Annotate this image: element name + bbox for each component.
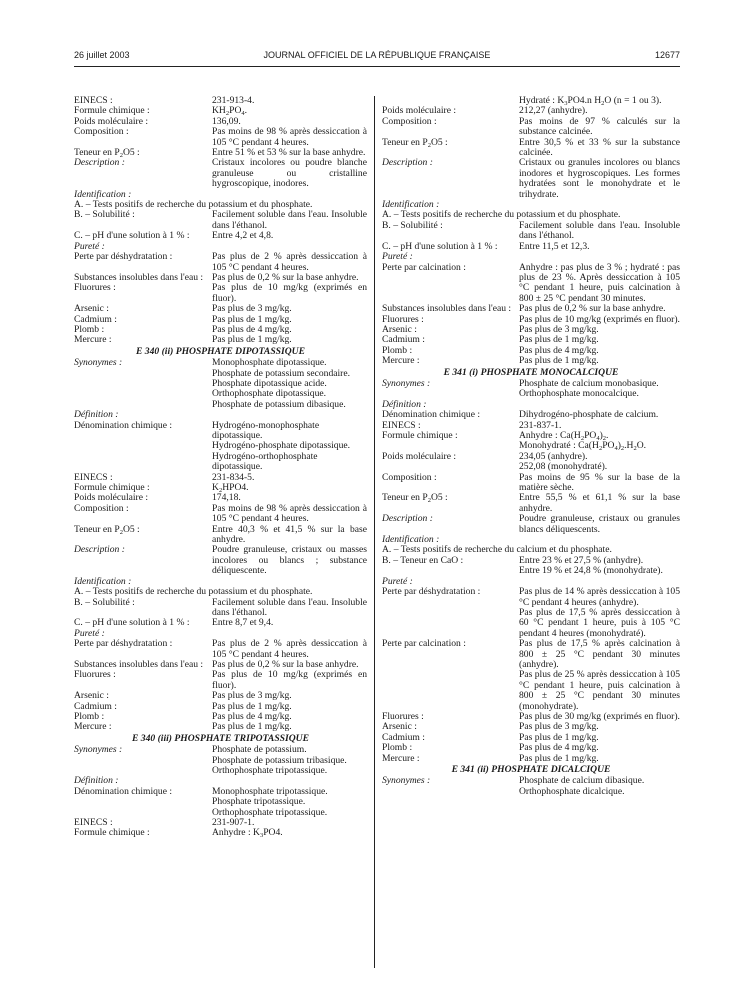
spec-row [382, 514, 680, 535]
spec-value: 231-907-1. [212, 817, 255, 829]
spec-value: Pas plus de 0,2 % sur la base anhydre. [212, 271, 359, 283]
spec-row [74, 745, 367, 776]
spec-key: Mercure : [382, 752, 420, 764]
header-page-number: 12677 [654, 50, 680, 60]
spec-row [74, 618, 367, 628]
spec-row [382, 587, 680, 639]
header-journal-title: JOURNAL OFFICIEL DE LA RÉPUBLIQUE FRANÇAISE [263, 50, 491, 60]
spec-key: C. – pH d'une solution à 1 % : [382, 240, 498, 252]
spec-row [74, 598, 367, 619]
spec-value: Hydrogéno-monophosphate dipotassique. Hydrogéno-phosphate dipotassique. Hydrogéno-orthophosphate dipotassique. [212, 419, 351, 473]
spec-key: B. – Solubilité : [74, 209, 135, 221]
spec-value: Pas plus de 4 mg/kg. [212, 323, 292, 335]
spec-value: Phosphate de calcium dibasique. Orthophosphate dicalcique. [519, 775, 645, 797]
spec-row [382, 242, 680, 252]
spec-value: Pas plus de 4 mg/kg. [212, 710, 292, 722]
spec-key: Perte par calcination : [382, 261, 466, 273]
spec-value: Pas moins de 98 % après dessiccation à 105 °C pendant 4 heures. [212, 502, 367, 525]
spec-value: 174,18. [212, 492, 241, 504]
subsection-label: Pureté : [382, 251, 413, 263]
spec-value: Pas plus de 3 mg/kg. [212, 303, 292, 315]
spec-row [74, 358, 367, 410]
spec-key: Substances insolubles dans l'eau : [74, 271, 204, 283]
spec-row [74, 639, 367, 660]
spec-key: Formule chimique : [74, 105, 150, 117]
spec-key: B. – Solubilité : [382, 219, 443, 231]
spec-value: Pas plus de 14 % après dessiccation à 105 °C pendant 4 heures (anhydre). Pas plus de 17,5 % après dessiccation à 60 °C pendant 1 heure, puis à 105 °C pendant 4 heures (monohydraté). [519, 586, 680, 639]
spec-value: Entre 11,5 et 12,3. [519, 240, 590, 252]
spec-row [74, 210, 367, 231]
spec-value: Dihydrogéno-phosphate de calcium. [519, 409, 659, 421]
spec-row [74, 421, 367, 473]
spec-key: Plomb : [74, 323, 105, 335]
spec-key: Teneur en $P_2O5$ : [382, 492, 448, 505]
spec-row [74, 722, 367, 732]
header-rule [74, 66, 680, 67]
spec-key: EINECS : [382, 419, 421, 431]
subsection-label: Pureté : [74, 240, 105, 252]
spec-key: EINECS : [74, 817, 113, 829]
spec-value: Pas plus de 10 mg/kg (exprimés en fluor). [519, 313, 680, 325]
spec-key: Arsenic : [74, 690, 109, 702]
spec-value: Pas plus de 0,2 % sur la base anhydre. [519, 303, 666, 315]
spec-key: Arsenic : [74, 303, 109, 315]
spec-row [382, 356, 680, 366]
spec-key: Cadmium : [382, 731, 425, 743]
spec-value: Pas moins de 95 % sur la base de la matière sèche. [519, 471, 680, 494]
spec-value: Phosphate de potassium. Phosphate de potassium tribasique. Orthophosphate tripotassique. [212, 744, 347, 776]
spec-value: Pas plus de 2 % après dessiccation à 105 °C pendant 4 heures. [212, 638, 367, 660]
spec-value: Entre 55,5 % et 61,1 % sur la base anhydre. [519, 492, 680, 514]
left-column [74, 96, 367, 839]
spec-value: Entre 40,3 % et 41,5 % sur la base anhydre. [212, 523, 367, 546]
spec-value: Anhydre : $K_3PO4$. [212, 827, 283, 840]
spec-value: 231-834-5. [212, 471, 255, 483]
spec-row [74, 158, 367, 189]
page-header [74, 50, 680, 64]
spec-value: $KH_2PO_4$. [212, 105, 248, 118]
spec-value: 231-913-4. [212, 95, 255, 106]
spec-key: Cadmium : [382, 334, 425, 346]
spec-key: Teneur en $P_2O5$ : [382, 136, 448, 149]
spec-key: Fluorures : [382, 710, 424, 722]
spec-key: Mercure : [74, 721, 112, 733]
spec-key: Perte par déshydratation : [382, 586, 481, 598]
full-line: A. – Tests positifs de recherche du potassium et du phosphate. [382, 209, 621, 221]
spec-value: Hydraté : $K_3PO4.n$ $H_2O$ (n = 1 ou 3). [519, 95, 662, 107]
spec-row [74, 335, 367, 345]
spec-key: Cadmium : [74, 700, 117, 712]
spec-key: Composition : [74, 502, 129, 514]
spec-value: Pas plus de 2 % après dessiccation à 105 °C pendant 4 heures. [212, 251, 367, 273]
spec-row [382, 221, 680, 242]
spec-value: Pas plus de 30 mg/kg (exprimés en fluor). [519, 710, 680, 722]
spec-row [382, 158, 680, 200]
spec-key: Poids moléculaire : [382, 105, 457, 117]
spec-key: Description : [74, 544, 125, 556]
spec-key: Arsenic : [382, 721, 417, 733]
spec-row [382, 117, 680, 138]
spec-key: Fluorures : [74, 669, 116, 681]
spec-value: Pas plus de 4 mg/kg. [519, 344, 599, 356]
spec-row [74, 127, 367, 148]
spec-value: 234,05 (anhydre). 252,08 (monohydraté). [519, 450, 608, 473]
spec-row [382, 138, 680, 159]
spec-value: Phosphate de calcium monobasique. Orthophosphate monocalcique. [519, 377, 659, 400]
section-heading: E 340 (iii) PHOSPHATE TRIPOTASSIQUE [132, 732, 309, 744]
full-line: A. – Tests positifs de recherche du potassium et du phosphate. [74, 199, 313, 211]
spec-key: Substances insolubles dans l'eau : [74, 658, 204, 670]
header-date: 26 juillet 2003 [74, 50, 130, 60]
spec-key: B. – Teneur en CaO : [382, 554, 464, 566]
subsection-label: Définition : [74, 409, 119, 421]
spec-key: Poids moléculaire : [74, 115, 149, 127]
subsection-label: Identification : [382, 534, 440, 546]
subsection-label: Pureté : [382, 575, 413, 587]
spec-key: Synonymes : [74, 357, 123, 369]
spec-key: Perte par calcination : [382, 638, 466, 650]
spec-key: Synonymes : [382, 377, 431, 389]
spec-row [74, 252, 367, 273]
spec-row [74, 787, 367, 818]
spec-value: Pas plus de 17,5 % après calcination à 800 ± 25 °C pendant 30 minutes (anhydre). Pas plus de 25 % après dessiccation à 105 °C pendant 1 heure, puis calcination à 800 ± 25 °C pendant 30 minutes (monohydrate). [519, 638, 680, 712]
section-heading: E 341 (i) PHOSPHATE MONOCALCIQUE [443, 366, 619, 378]
spec-value: Pas plus de 1 mg/kg. [212, 334, 292, 346]
spec-key: Dénomination chimique : [74, 785, 173, 797]
spec-value: $K_2HPO4$. [212, 482, 249, 495]
spec-key: C. – pH d'une solution à 1 % : [74, 230, 190, 242]
spec-key: Description : [382, 513, 433, 525]
spec-key: Fluorures : [74, 282, 116, 294]
spec-value: Poudre granuleuse, cristaux ou granules blancs déliquescents. [519, 513, 680, 535]
spec-value: Pas plus de 1 mg/kg. [519, 355, 599, 367]
full-line: A. – Tests positifs de recherche du calcium et du phosphate. [382, 544, 612, 556]
spec-value: Anhydre : pas plus de 3 % ; hydraté : pas plus de 23 %. Après dessiccation à 105 °C pendant 1 heure, puis calcination à 800 ± 25 °C pendant 30 minutes. [519, 261, 680, 304]
spec-value: 231-837-1. [519, 419, 562, 431]
spec-row [74, 691, 367, 701]
spec-key: Poids moléculaire : [382, 450, 457, 462]
subsection-label: Identification : [382, 199, 440, 211]
spec-value: Pas moins de 98 % après dessiccation à 105 °C pendant 4 heures. [212, 126, 367, 148]
spec-row [74, 304, 367, 314]
spec-key: Substances insolubles dans l'eau : [382, 303, 512, 315]
spec-value: Entre 30,5 % et 33 % sur la substance calcinée. [519, 136, 680, 159]
spec-key: Cadmium : [74, 313, 117, 325]
spec-row [382, 263, 680, 305]
spec-value: 212,27 (anhydre). [519, 105, 588, 117]
spec-row [74, 283, 367, 304]
spec-value: Pas plus de 10 mg/kg (exprimés en fluor). [212, 282, 367, 304]
spec-row [382, 452, 680, 473]
spec-value: Pas moins de 97 % calculés sur la substance calcinée. [519, 115, 680, 138]
spec-key: Plomb : [74, 710, 105, 722]
spec-key: Dénomination chimique : [74, 419, 173, 431]
spec-value: Pas plus de 3 mg/kg. [212, 690, 292, 702]
spec-value: Pas plus de 1 mg/kg. [212, 313, 292, 325]
spec-key: Mercure : [74, 334, 112, 346]
spec-value: Pas plus de 10 mg/kg (exprimés en fluor). [212, 669, 367, 691]
subsection-label: Identification : [74, 575, 132, 587]
subsection-label: Définition : [382, 398, 427, 410]
column-divider [374, 96, 375, 968]
spec-value: Facilement soluble dans l'eau. Insoluble dans l'éthanol. [212, 209, 367, 231]
spec-key: C. – pH d'une solution à 1 % : [74, 617, 190, 629]
spec-key: Synonymes : [382, 775, 431, 787]
spec-key: Arsenic : [382, 323, 417, 335]
spec-key: Mercure : [382, 355, 420, 367]
spec-key: Plomb : [382, 344, 413, 356]
spec-row [382, 431, 680, 452]
spec-value: Pas plus de 1 mg/kg. [212, 721, 292, 733]
spec-key: Composition : [382, 115, 437, 127]
spec-key: Composition : [74, 126, 129, 138]
spec-key: Composition : [382, 471, 437, 483]
spec-value: Pas plus de 1 mg/kg. [519, 752, 599, 764]
spec-value: Pas plus de 3 mg/kg. [519, 721, 599, 733]
spec-key: Perte par déshydratation : [74, 638, 173, 650]
spec-row [74, 525, 367, 546]
spec-row [382, 304, 680, 314]
spec-row [382, 639, 680, 712]
spec-value: Pas plus de 1 mg/kg. [519, 731, 599, 743]
spec-key: Poids moléculaire : [74, 492, 149, 504]
spec-value: Entre 8,7 et 9,4. [212, 617, 274, 629]
spec-key: Formule chimique : [382, 430, 458, 441]
spec-key: Synonymes : [74, 744, 123, 756]
spec-value: Cristaux incolores ou poudre blanche granuleuse ou cristalline hygroscopique, inodores. [212, 157, 367, 190]
full-line: A. – Tests positifs de recherche du potassium et du phosphate. [74, 586, 313, 598]
spec-row [382, 776, 680, 797]
subsection-label: Pureté : [74, 627, 105, 639]
spec-key: EINECS : [74, 471, 113, 483]
spec-value: Entre 23 % et 27,5 % (anhydre). Entre 19 % et 24,8 % (monohydrate). [519, 554, 663, 577]
spec-value: Entre 4,2 et 4,8. [212, 230, 274, 242]
spec-key: Formule chimique : [74, 482, 150, 494]
right-column [382, 96, 680, 797]
spec-key: Perte par déshydratation : [74, 251, 173, 263]
spec-value: Pas plus de 4 mg/kg. [519, 742, 599, 754]
spec-value: Anhydre : $Ca(H_2PO_4)_2$. Monohydraté : $Ca(H_2PO_4)_2.H_2O$. [519, 430, 647, 453]
spec-value: Monophosphate dipotassique. Phosphate de potassium secondaire. Phosphate dipotassique acide. Orthophosphate dipotassique. Phosphate de potassium dibasique. [212, 357, 351, 410]
spec-row [74, 670, 367, 691]
spec-key: Teneur en $P_2O5$ : [74, 523, 140, 536]
spec-key: Description : [74, 157, 125, 169]
spec-value: Monophosphate tripotassique. Phosphate tripotassique. Orthophosphate tripotassique. [212, 785, 328, 818]
spec-key: Description : [382, 157, 433, 169]
spec-value: Entre 51 % et 53 % sur la base anhydre. [212, 147, 366, 159]
spec-value: Facilement soluble dans l'eau. Insoluble dans l'éthanol. [519, 219, 680, 242]
spec-key: Formule chimique : [74, 827, 150, 839]
spec-row [382, 473, 680, 494]
spec-key: Teneur en $P_2O5$ : [74, 147, 140, 160]
spec-value: Pas plus de 1 mg/kg. [212, 700, 292, 712]
spec-value: Facilement soluble dans l'eau. Insoluble dans l'éthanol. [212, 596, 367, 618]
section-heading: E 340 (ii) PHOSPHATE DIPOTASSIQUE [136, 345, 305, 357]
spec-row [74, 828, 367, 838]
spec-row [382, 754, 680, 764]
spec-row [74, 231, 367, 241]
spec-row [382, 379, 680, 400]
spec-value: 136,09. [212, 115, 241, 127]
spec-key: EINECS : [74, 95, 113, 106]
spec-value: Pas plus de 0,2 % sur la base anhydre. [212, 658, 359, 670]
spec-value: Poudre granuleuse, cristaux ou masses incolores ou blancs ; substance déliquescente. [212, 544, 367, 577]
spec-value: Cristaux ou granules incolores ou blancs inodores et hygroscopiques. Les formes hydratées sont le monohydrate et le trihydrate. [519, 157, 680, 200]
spec-key: Dénomination chimique : [382, 409, 481, 421]
spec-row [74, 545, 367, 576]
spec-row [74, 504, 367, 525]
spec-row [382, 493, 680, 514]
spec-value: Pas plus de 3 mg/kg. [519, 323, 599, 335]
spec-key: Plomb : [382, 742, 413, 754]
subsection-label: Identification : [74, 188, 132, 200]
spec-key: Fluorures : [382, 313, 424, 325]
spec-row [382, 556, 680, 577]
section-heading: E 341 (ii) PHOSPHATE DICALCIQUE [451, 764, 611, 775]
subsection-label: Définition : [74, 775, 119, 787]
spec-key: B. – Solubilité : [74, 596, 135, 608]
spec-value: Pas plus de 1 mg/kg. [519, 334, 599, 346]
